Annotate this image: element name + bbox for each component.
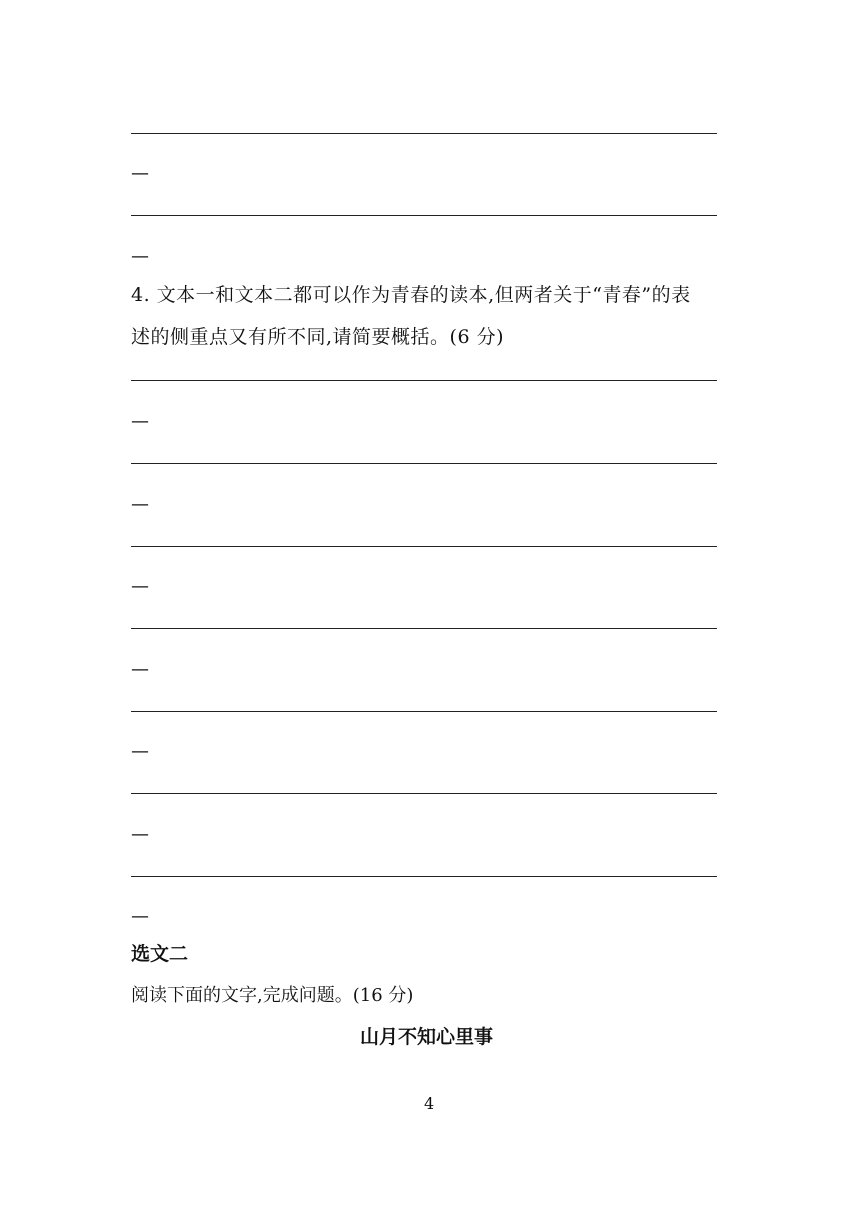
answer-line-dash: — <box>131 906 149 927</box>
answer-line <box>131 876 717 877</box>
answer-line-dash: — <box>131 741 149 762</box>
question-4-line-1: 4. 文本一和文本二都可以作为青春的读本,但两者关于“青春”的表 <box>131 284 691 306</box>
answer-line-dash: — <box>131 411 149 432</box>
reading-instruction: 阅读下面的文字,完成问题。(16 分) <box>131 985 414 1006</box>
answer-line-dash: — <box>131 494 149 515</box>
page-number: 4 <box>424 1094 435 1113</box>
answer-line <box>131 793 717 794</box>
answer-line <box>131 380 717 381</box>
answer-line <box>131 628 717 629</box>
answer-line <box>131 215 717 216</box>
answer-line-dash: — <box>131 659 149 680</box>
answer-line-dash: — <box>131 824 149 845</box>
question-4-line-2: 述的侧重点又有所不同,请简要概括。(6 分) <box>131 326 504 348</box>
answer-line <box>131 546 717 547</box>
answer-line <box>131 133 717 134</box>
answer-line-dash: — <box>131 576 149 597</box>
answer-line-dash: — <box>131 246 149 267</box>
section-title: 选文二 <box>131 943 189 965</box>
answer-line <box>131 711 717 712</box>
answer-line <box>131 463 717 464</box>
article-title: 山月不知心里事 <box>360 1026 494 1048</box>
answer-line-dash: — <box>131 163 149 184</box>
